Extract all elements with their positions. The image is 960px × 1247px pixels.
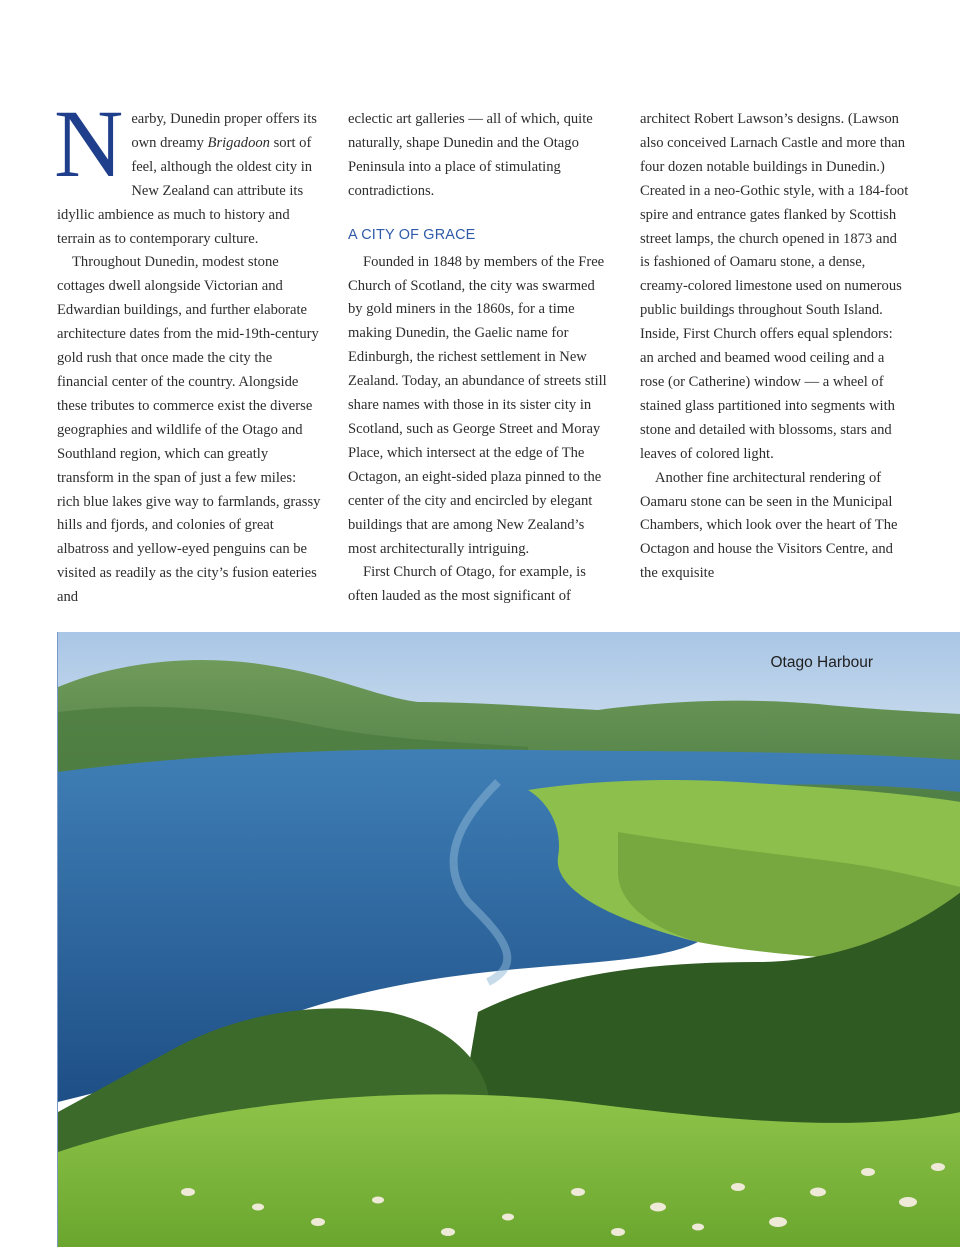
intro-italic-title: Brigadoon xyxy=(207,134,270,151)
section-heading: A CITY OF GRACE xyxy=(348,226,476,243)
body-paragraph: First Church of Otago, for example, is often lauded as the most significant of xyxy=(348,564,586,605)
article-column-3 xyxy=(640,108,910,586)
body-paragraph: Founded in 1848 by members of the Free Church of Scotland, the city was swarmed by gold miners in the 1860s, for a time making Dunedin, the Gaelic name for Edinburgh, the richest settlement in New Zealand. Today, an abundance of streets still share names with those in its sister city in Scotland, such as George Street and Moray Place, which intersect at the edge of The Octagon, an eight-sided plaza pinned to the center of the city and encircled by elegant buildings that are among New Zealand’s most architecturally intriguing. xyxy=(348,253,607,557)
article-column-2 xyxy=(348,108,612,609)
harbour-illustration xyxy=(58,632,960,1247)
drop-cap: N xyxy=(54,90,124,197)
intro-text: earby, Dunedin proper offers its own dreamy xyxy=(131,111,317,151)
body-paragraph: eclectic art galleries — all of which, quite naturally, shape Dunedin and the Otago Peninsula into a place of stimulating contradictions. xyxy=(348,111,593,199)
body-paragraph: Throughout Dunedin, modest stone cottages dwell alongside Victorian and Edwardian buildings, and further elaborate architecture dates from the mid-19th-century gold rush that once made the city the financial center of the country. Alongside these tributes to commerce exist the diverse geographies and wildlife of the Otago and Southland region, which can greatly transform in the span of just a few miles: rich blue lakes give way to farmlands, grassy hills and fjords, and colonies of great albatross and yellow-eyed penguins can be visited as readily as the city’s fusion eateries and xyxy=(57,254,321,606)
landscape-photo xyxy=(57,632,960,1247)
intro-paragraph xyxy=(54,90,321,251)
body-paragraph: architect Robert Lawson’s designs. (Lawson also conceived Larnach Castle and more than four dozen notable buildings in Dunedin.) Created in a neo-Gothic style, with a 184-foot spire and entrance gates flanked by Scottish street lamps, the church opened in 1873 and is fashioned of Oamaru stone, a dense, creamy-colored limestone used on numerous public buildings throughout South Island. Inside, First Church offers equal splendors: an arched and beamed wood ceiling and a rose (or Catherine) window — a wheel of stained glass partitioned into segments with stone and detailed with blossoms, stars and leaves of colored light. xyxy=(640,111,909,462)
body-paragraph: Another fine architectural rendering of Oamaru stone can be seen in the Municipal Chambers, which look over the heart of The Octagon and house the Visitors Centre, and the exquisite xyxy=(640,469,898,582)
intro-text-end: sort of feel, although the oldest city in New Zealand can attribute its idyllic ambience as much to history and terrain as to contemporary culture. xyxy=(57,134,313,247)
photo-caption: Otago Harbour xyxy=(770,654,873,671)
article-column-1 xyxy=(54,90,321,610)
